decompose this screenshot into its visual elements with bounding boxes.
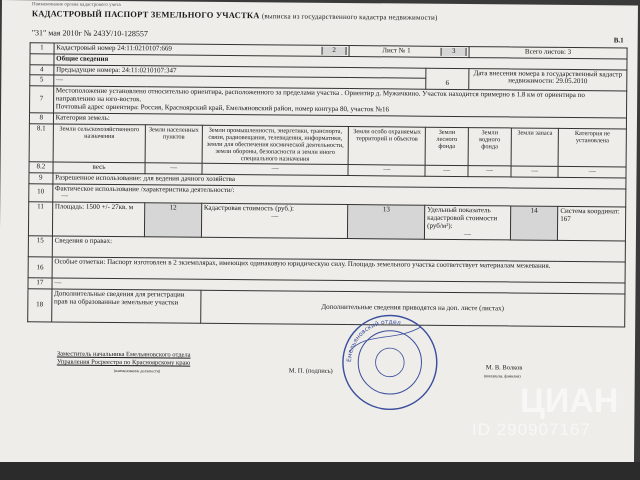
official-title: Заместитель начальника Емельяновского отдела Управления Росреестра по Красноярскому краю — [56, 350, 191, 367]
row-17: 17 — — [28, 278, 625, 294]
rights-info: Сведения о правах: — [52, 236, 625, 262]
stamp-text: Емельяновский отдел — [346, 318, 402, 363]
title-sub: (выписка из государственного кадастра недвижимости) — [261, 12, 438, 22]
issuer-label: Наименование органа кадастрового учета — [31, 2, 121, 9]
entry-date: Дата внесения номера в государственный кадастр недвижимости: 29.05.2010 — [469, 68, 627, 91]
land-category: Земли особо охраняемых территорий и объектов — [348, 126, 425, 165]
coordinate-system: Система координат: 167 — [558, 207, 626, 242]
land-category: Земли запаса — [511, 128, 559, 167]
additional-info-label: Дополнительные сведения для регистрации прав на образованные земельные участки — [51, 289, 200, 323]
specific-value: Удельный показатель кадастровой стоимости (руб/м²): — — [425, 205, 511, 240]
row-18: 18 Дополнительные сведения для регистрации прав на образованные земельные участки Дополнительные сведения приводятся на доп. листе (листах) — [28, 289, 625, 327]
official-name: М. В. Волков — [485, 364, 523, 372]
row-11: 11 Площадь: 1500 +/- 27кв. м 12 Кадастровая стоимость (руб.): — 13 Удельный показатель кадастровой стоимости (руб/м²): — 14 Система координат: 167 — [28, 202, 625, 242]
row-7: 7 Местоположение установлено относительно ориентира, расположенного за пределами участка . Ориентир д. Мужичкино. Участок находится примерно в 1.8 км от ориентира по направлению на юго-восток. Почтовый адрес ориентира: Россия, Красноярский край, Емельяновский район, номер контура 80, участок №16 — [30, 86, 627, 118]
land-category: Земли сельскохозяйственного назначения — [53, 124, 146, 163]
actual-use: Фактическое использование /характеристика деятельности/: — — [52, 183, 625, 207]
land-category: Земли водного фонда — [468, 127, 511, 166]
cadastral-number: Кадастровый номер 24:11:0210107:669 2 — [54, 43, 350, 56]
land-category: Категория не установлена — [558, 128, 626, 167]
form-code: В.1 — [613, 36, 624, 45]
official-name-caption: (инициалы, фамилия) — [483, 373, 521, 379]
svg-text:Емельяновский отдел — [346, 318, 401, 362]
row-10: 10 Фактическое использование /характеристика деятельности/: — — [29, 183, 626, 207]
row-8-2: 8.2 весь — — — — — — — — [29, 162, 626, 178]
area: Площадь: 1500 +/- 27кв. м — [52, 202, 145, 237]
sheets-total: Всего листов: 3 — [469, 47, 627, 59]
watermark-logo: ЦИАН — [520, 382, 619, 420]
row-9: 9 Разрешенное использование: для ведения дачного хозяйства — [29, 172, 626, 188]
stamp-seal — [338, 311, 441, 414]
permitted-use: Разрешенное использование: для ведения дачного хозяйства — [53, 173, 626, 189]
row-4: 4 Предыдущие номера: 24:11:0210107:347 6 Дата внесения номера в государственный кадастр недвижимости: 29.05.2010 — [30, 64, 627, 80]
land-category: Земли лесного фонда — [425, 127, 468, 166]
bottom-shadow — [0, 462, 640, 480]
land-category: Земли населенных пунктов — [145, 124, 202, 163]
cadastral-value: Кадастровая стоимость (руб.): — — [201, 203, 348, 239]
row-1: 1 Кадастровый номер 24:11:0210107:669 2 Лист № 1 3 Всего листов: 3 — [30, 43, 627, 59]
general-header: Общие сведения — [54, 54, 627, 70]
row-8-1: 8.1 Земли сельскохозяйственного назначения Земли населенных пунктов Земли промышленности, энергетики, транспорта, связи, радиовещания, телевидения, информатики, земли для обеспечения космической деятельности, земли обороны, безопасности и земли иного специального назначения Земли особо охраняемых территорий и объектов Земли лесного фонда Земли водного фонда Земли запаса Категория не установлена — [29, 123, 626, 166]
additional-info: Дополнительные сведения приводятся на доп. листе (листах) — [200, 291, 625, 328]
seal-signature-label: М. П. (подпись) — [288, 367, 333, 375]
row-5: 5 — — [30, 75, 627, 91]
row-16: 16 Особые отметки: Паспорт изготовлен в 2 экземплярах, имеющих одинаковую юридическую силу. Площадь земельного участка соответствует материалам межевания. — [28, 257, 625, 283]
cadastral-table — [27, 42, 627, 328]
title-main: КАДАСТРОВЫЙ ПАСПОРТ ЗЕМЕЛЬНОГО УЧАСТКА — [31, 8, 260, 21]
row-8: 8 Категория земель: — [29, 113, 626, 129]
previous-numbers: Предыдущие номера: 24:11:0210107:347 — [54, 65, 426, 79]
date-number-line: "31" мая 2010г № 243У/10-128557 — [31, 28, 148, 39]
location: Местоположение установлено относительно ориентира, расположенного за пределами участка . Ориентир д. Мужичкино. Участок находится примерно в 1.8 км от ориентира по направлению на юго-восток. Почтовый адрес ориентира: Россия, Красноярский край, Емельяновский район, номер контура 80, участок №16 — [53, 86, 627, 117]
sheet-number: Лист № 1 3 — [349, 46, 469, 58]
watermark-id: ID 290907167 — [472, 420, 591, 439]
row-15: 15 Сведения о правах: — [28, 236, 625, 262]
land-category: Земли промышленности, энергетики, транспорта, связи, радиовещания, телевидения, информатики, земли для обеспечения космической деятельности, земли обороны, безопасности и земли иного специального назначения — [202, 125, 349, 165]
special-notes: Особые отметки: Паспорт изготовлен в 2 экземплярах, имеющих одинаковую юридическую силу. Площадь земельного участка соответствует материалам межевания. — [52, 257, 625, 283]
document-title — [32, 8, 438, 22]
official-title-caption: (наименование должности) — [113, 367, 161, 374]
